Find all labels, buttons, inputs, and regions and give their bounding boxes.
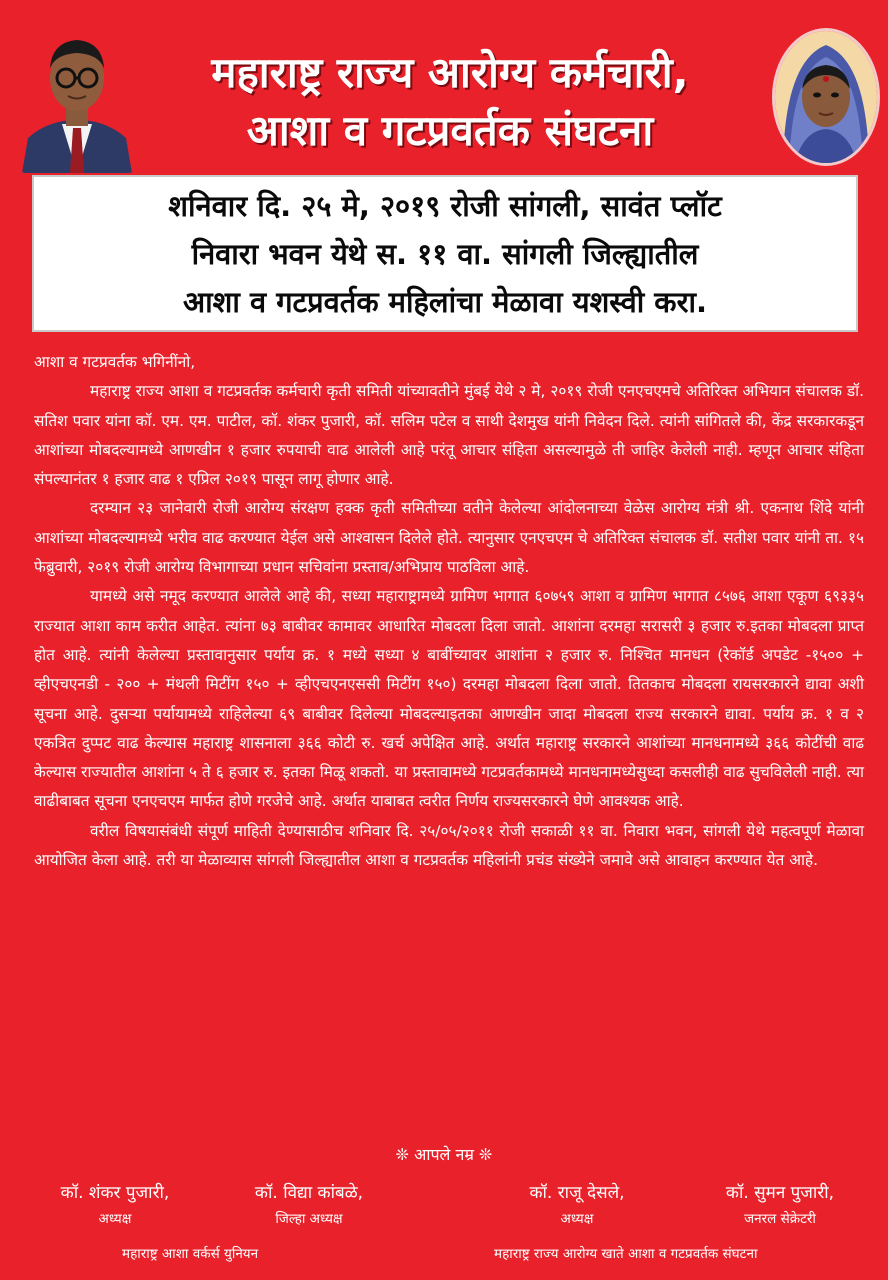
signatory-role: अध्यक्ष — [560, 1211, 594, 1227]
organization-right: महाराष्ट्र राज्य आरोग्य खाते आशा व गटप्रवर्तक संघटना — [494, 1246, 758, 1262]
closing-line: ❊ आपले नम्र ❊ — [395, 1145, 493, 1164]
signatory-1 — [30, 1180, 200, 1227]
signatory-3 — [492, 1180, 662, 1227]
portrait-right — [772, 28, 880, 166]
organization-title — [130, 44, 770, 160]
event-banner — [32, 175, 858, 332]
signatory-name: कॉ. विद्या कांबळे, — [254, 1183, 364, 1203]
signatory-name: कॉ. राजू देसले, — [529, 1183, 625, 1203]
signatory-role: जिल्हा अध्यक्ष — [275, 1211, 343, 1227]
banner-line-1: शनिवार दि. २५ मे, २०१९ रोजी सांगली, सावंत प्लॉट — [168, 189, 722, 223]
paragraph-4: वरील विषयासंबंधी संपूर्ण माहिती देण्यासाठीच शनिवार दि. २५/०५/२०११ रोजी सकाळी ११ वा. निवारा भवन, सांगली येथे महत्वपूर्ण मेळावा आयोजित केला आहे. तरी या मेळाव्यास सांगली जिल्ह्यातील आशा व गटप्रवर्तक महिलांनी प्रचंड संख्येने जमावे असे आवाहन करण्यात येत आहे. — [34, 821, 864, 870]
title-line-1: महाराष्ट्र राज्य आरोग्य कर्मचारी, — [211, 48, 689, 97]
signatory-role: अध्यक्ष — [98, 1211, 132, 1227]
header — [0, 0, 888, 175]
letter-body — [34, 348, 864, 875]
title-line-2: आशा व गटप्रवर्तक संघटना — [246, 106, 654, 155]
portrait-left — [18, 28, 136, 173]
signatory-name: कॉ. शंकर पुजारी, — [60, 1183, 170, 1203]
signatory-4 — [690, 1180, 870, 1227]
paragraph-2: दरम्यान २३ जानेवारी रोजी आरोग्य संरक्षण हक्क कृती समितीच्या वतीने केलेल्या आंदोलनाच्या वेळेस आरोग्य मंत्री श्री. एकनाथ शिंदे यांनी आशांच्या मोबदल्यामध्ये भरीव वाढ करण्यात येईल असे आश्वासन दिलेले होते. त्यानुसार एनएचएम चे अतिरिक्त संचालक डॉ. सतीश पवार यांनी ता. १५ फेब्रुवारी, २०१९ रोजी आरोग्य विभागाच्या प्रधान सचिवांना प्रस्ताव/अभिप्राय पाठविला आहे. — [34, 499, 864, 577]
banner-line-3: आशा व गटप्रवर्तक महिलांचा मेळावा यशस्वी करा. — [183, 285, 707, 319]
paragraph-1: महाराष्ट्र राज्य आशा व गटप्रवर्तक कर्मचारी कृती समिती यांच्यावतीने मुंबई येथे २ मे, २०१९ रोजी एनएचएमचे अतिरिक्त अभियान संचालक डॉ. सतिश पवार यांना कॉ. एम. एम. पाटील, कॉ. शंकर पुजारी, कॉ. सलिम पटेल व साथी देशमुख यांनी निवेदन दिले. त्यांनी सांगितले की, केंद्र सरकारकडून आशांच्या मोबदल्यामध्ये आणखीन १ हजार रुपयाची वाढ आलेली आहे परंतू आचार संहिता असल्यामुळे ती जाहिर केलेली नाही. म्हणून आचार संहिता संपल्यानंतर १ हजार वाढ १ एप्रिल २०१९ पासून लागू होणार आहे. — [34, 382, 864, 489]
portrait-woman-icon — [775, 31, 877, 163]
salutation: आशा व गटप्रवर्तक भगिनींनो, — [34, 353, 196, 371]
signatory-2 — [224, 1180, 394, 1227]
portrait-man-icon — [18, 28, 136, 173]
paragraph-3: यामध्ये असे नमूद करण्यात आलेले आहे की, सध्या महाराष्ट्रामध्ये ग्रामिण भागात ६०७५९ आशा व ग्रामिण भागात ८५७६ आशा एकूण ६९३३५ राज्यात आशा काम करीत आहेत. त्यांना ७३ बाबीवर कामावर आधारित मोबदला दिला जातो. आशांना दरमहा सरासरी ३ हजार रु.इतका मोबदला प्राप्त होत आहे. त्यांनी केलेल्या प्रस्तावानुसार पर्याय क्र. १ मध्ये सध्या ४ बाबींच्यावर आशांना २ हजार रु. निश्चित मानधन (रेकॉर्ड अपडेट -१५०० + व्हीएचएनडी - २०० + मंथली मिटींग १५० + व्हीएचएनएससी मिटींग १५०) दरमहा मोबदला दिला जातो. तितकाच मोबदला रायसरकारने द्यावा अशी सूचना आहे. दुसऱ्या पर्यायामध्ये राहिलेल्या ६९ बाबीवर दिलेल्या मोबदल्याइतका आणखीन जादा मोबदला राज्य सरकारने द्यावा. पर्याय क्र. १ व २ एकत्रित दुप्पट वाढ केल्यास महाराष्ट्र शासनाला ३६६ कोटी रु. खर्च अपेक्षित आहे. अर्थात महाराष्ट्र सरकारने आशांच्या मानधनामध्ये ३६६ कोटींची वाढ केल्यास राज्यातील आशांना ५ ते ६ हजार रु. इतका मिळू शकतो. या प्रस्तावामध्ये गटप्रवर्तकामध्ये मानधनामध्येसुध्दा कसलीही वाढ सुचविलेली नाही. त्या वाढीबाबत सूचना एनएचएम मार्फत होणे गरजेचे आहे. अर्थात याबाबत त्वरीत निर्णय राज्यसरकारने घेणे आवश्यक आहे. — [34, 587, 864, 811]
signatory-name: कॉ. सुमन पुजारी, — [725, 1183, 835, 1203]
banner-line-2: निवारा भवन येथे स. ११ वा. सांगली जिल्ह्यातील — [191, 237, 699, 271]
signatory-role: जनरल सेक्रेटरी — [744, 1211, 816, 1227]
organization-left: महाराष्ट्र आशा वर्कर्स युनियन — [122, 1246, 259, 1262]
